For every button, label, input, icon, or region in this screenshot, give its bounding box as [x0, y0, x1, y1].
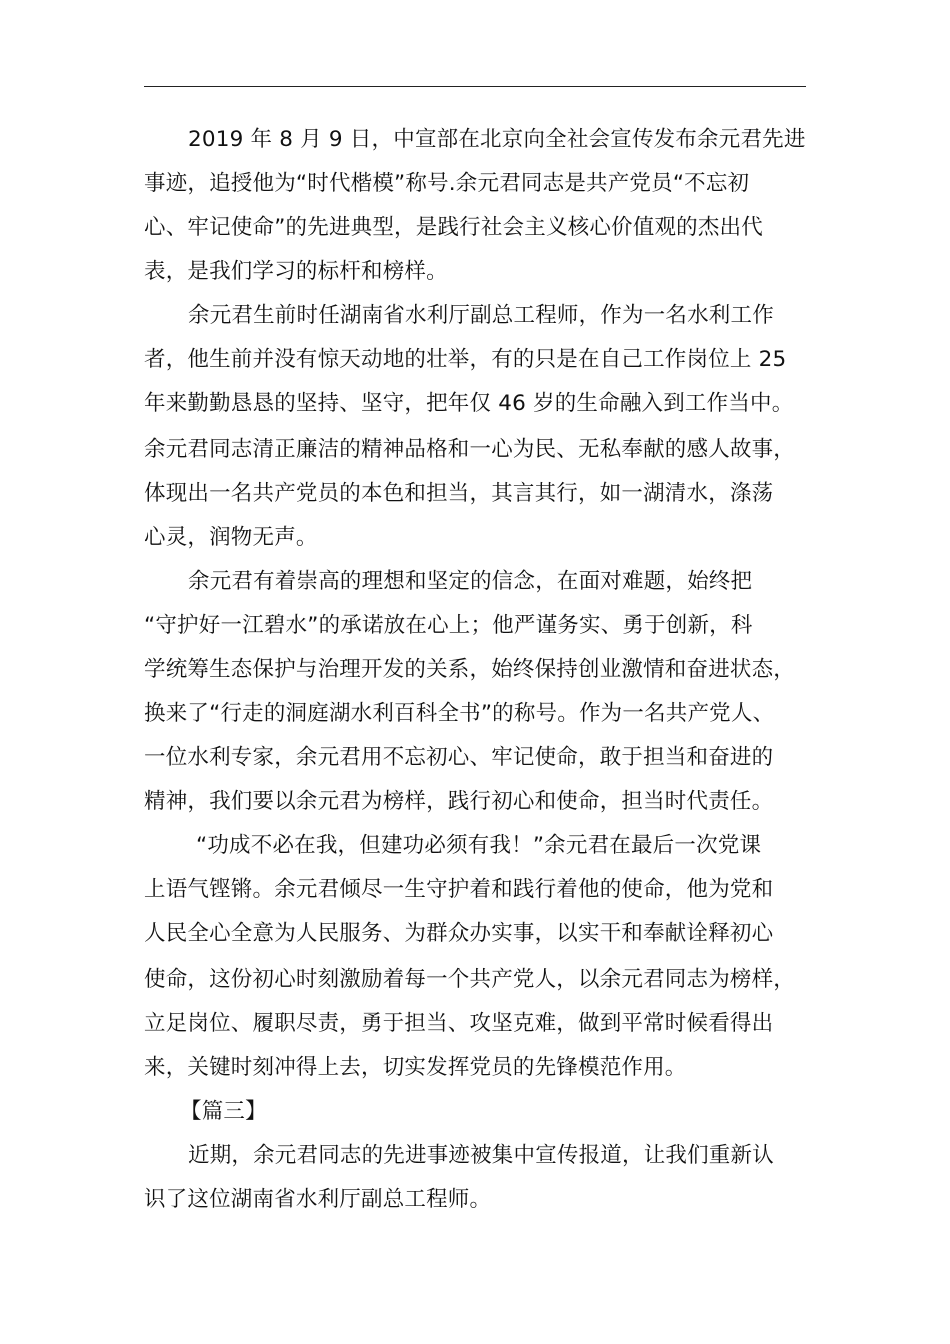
text-line: 近期，余元君同志的先进事迹被集中宣传报道，让我们重新认 — [188, 1143, 774, 1168]
text-line: 识了这位湖南省水利厅副总工程师。 — [144, 1187, 492, 1212]
text-line: “功成不必在我，但建功必须有我！”余元君在最后一次党课 — [196, 833, 762, 858]
text-line: 上语气铿锵。余元君倾尽一生守护着和践行着他的使命，他为党和 — [144, 877, 774, 902]
text-line: 余元君有着崇高的理想和坚定的信念，在面对难题，始终把 — [188, 569, 753, 594]
text-line: 表，是我们学习的标杆和榜样。 — [144, 259, 448, 284]
text-line: 人民全心全意为人民服务、为群众办实事，以实干和奉献诠释初心 — [144, 921, 774, 946]
text-line: 余元君同志清正廉洁的精神品格和一心为民、无私奉献的感人故事， — [144, 437, 796, 462]
text-line: 事迹，追授他为“时代楷模”称号.余元君同志是共产党员“不忘初 — [144, 171, 750, 196]
text-line: 者，他生前并没有惊天动地的壮举，有的只是在自己工作岗位上 25 — [144, 347, 787, 372]
text-line: 体现出一名共产党员的本色和担当，其言其行，如一湖清水，涤荡 — [144, 481, 774, 506]
text-line: 换来了“行走的洞庭湖水利百科全书”的称号。作为一名共产党人、 — [144, 701, 775, 726]
text-line: 一位水利专家，余元君用不忘初心、牢记使命，敢于担当和奋进的 — [144, 745, 774, 770]
text-line: 2019 年 8 月 9 日，中宣部在北京向全社会宣传发布余元君先进 — [188, 127, 806, 152]
text-line: 心、牢记使命”的先进典型，是践行社会主义核心价值观的杰出代 — [144, 215, 763, 240]
text-line: 立足岗位、履职尽责，勇于担当、攻坚克难，做到平常时候看得出 — [144, 1011, 774, 1036]
text-line: 余元君生前时任湖南省水利厅副总工程师，作为一名水利工作 — [188, 303, 774, 328]
text-line: 使命，这份初心时刻激励着每一个共产党人，以余元君同志为榜样， — [144, 967, 796, 992]
header-rule — [144, 86, 806, 87]
text-line: 学统筹生态保护与治理开发的关系，始终保持创业激情和奋进状态， — [144, 657, 796, 682]
text-line: 精神，我们要以余元君为榜样，践行初心和使命，担当时代责任。 — [144, 789, 774, 814]
text-line: 心灵，润物无声。 — [144, 525, 318, 550]
text-line: 来，关键时刻冲得上去，切实发挥党员的先锋模范作用。 — [144, 1055, 687, 1080]
section-heading: 【篇三】 — [180, 1099, 267, 1124]
text-line: 年来勤勤恳恳的坚持、坚守，把年仅 46 岁的生命融入到工作当中。 — [144, 391, 794, 416]
text-line: “守护好一江碧水”的承诺放在心上；他严谨务实、勇于创新，科 — [144, 613, 753, 638]
